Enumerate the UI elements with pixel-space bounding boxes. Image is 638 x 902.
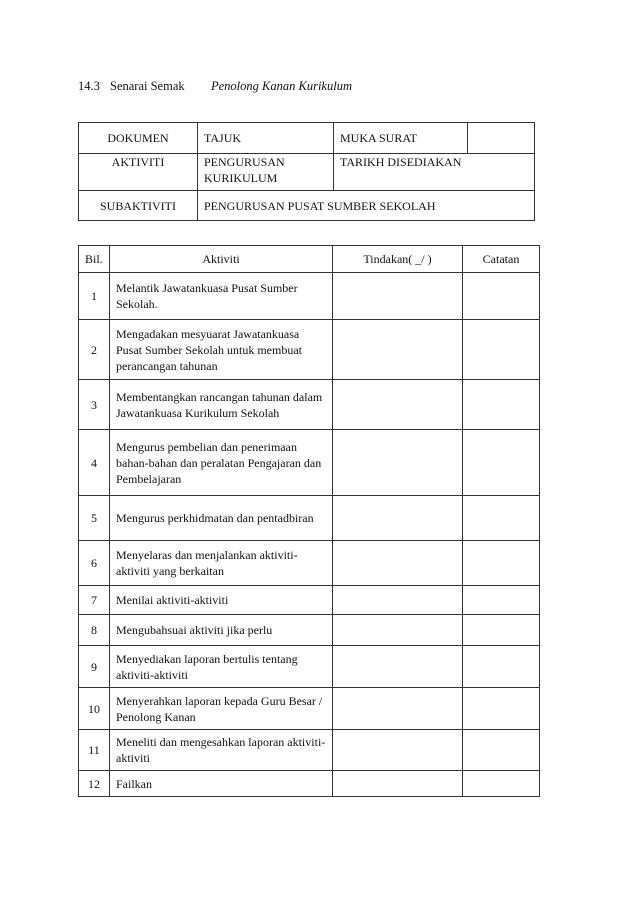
info-cell: TAJUK bbox=[198, 123, 334, 154]
notes-cell[interactable] bbox=[463, 646, 540, 688]
activity-text: Failkan bbox=[110, 771, 333, 797]
action-cell[interactable] bbox=[333, 586, 463, 615]
info-cell: AKTIVITI bbox=[79, 154, 198, 191]
document-info-table bbox=[78, 122, 535, 221]
info-row bbox=[79, 154, 535, 191]
table-row bbox=[79, 586, 540, 615]
row-number: 4 bbox=[79, 430, 110, 496]
row-number: 10 bbox=[79, 688, 110, 730]
table-row bbox=[79, 615, 540, 646]
table-row bbox=[79, 771, 540, 797]
row-number: 6 bbox=[79, 541, 110, 586]
table-row bbox=[79, 380, 540, 430]
notes-cell[interactable] bbox=[463, 688, 540, 730]
activity-text: Mengurus pembelian dan penerimaan bahan-bahan dan peralatan Pengajaran dan Pembelajaran bbox=[110, 430, 333, 496]
info-row bbox=[79, 123, 535, 154]
activity-text: Mengubahsuai aktiviti jika perlu bbox=[110, 615, 333, 646]
info-row bbox=[79, 191, 535, 221]
table-row bbox=[79, 496, 540, 541]
row-number: 12 bbox=[79, 771, 110, 797]
action-cell[interactable] bbox=[333, 380, 463, 430]
activity-text: Menilai aktiviti-aktiviti bbox=[110, 586, 333, 615]
column-header-bil: Bil. bbox=[79, 246, 110, 273]
info-cell: PENGURUSAN KURIKULUM bbox=[198, 154, 334, 191]
notes-cell[interactable] bbox=[463, 380, 540, 430]
section-title: Penolong Kanan Kurikulum bbox=[211, 79, 352, 93]
table-row bbox=[79, 273, 540, 320]
table-row bbox=[79, 430, 540, 496]
action-cell[interactable] bbox=[333, 688, 463, 730]
action-cell[interactable] bbox=[333, 430, 463, 496]
section-number: 14.3 bbox=[78, 79, 100, 93]
info-cell: TARIKH DISEDIAKAN bbox=[334, 154, 535, 191]
row-number: 5 bbox=[79, 496, 110, 541]
row-number: 8 bbox=[79, 615, 110, 646]
section-heading bbox=[78, 79, 352, 94]
notes-cell[interactable] bbox=[463, 615, 540, 646]
column-header-aktiviti: Aktiviti bbox=[110, 246, 333, 273]
notes-cell[interactable] bbox=[463, 496, 540, 541]
activity-text: Meneliti dan mengesahkan laporan aktiviti-aktiviti bbox=[110, 730, 333, 771]
table-row bbox=[79, 320, 540, 380]
info-cell: PENGURUSAN PUSAT SUMBER SEKOLAH bbox=[198, 191, 535, 221]
table-row bbox=[79, 541, 540, 586]
table-row bbox=[79, 730, 540, 771]
action-cell[interactable] bbox=[333, 730, 463, 771]
row-number: 9 bbox=[79, 646, 110, 688]
column-header-tindakan: Tindakan( _/ ) bbox=[333, 246, 463, 273]
action-cell[interactable] bbox=[333, 320, 463, 380]
info-cell bbox=[468, 123, 535, 154]
action-cell[interactable] bbox=[333, 273, 463, 320]
activity-text: Menyediakan laporan bertulis tentang aktiviti-aktiviti bbox=[110, 646, 333, 688]
notes-cell[interactable] bbox=[463, 771, 540, 797]
notes-cell[interactable] bbox=[463, 730, 540, 771]
activity-text: Mengadakan mesyuarat Jawatankuasa Pusat Sumber Sekolah untuk membuat perancangan tahunan bbox=[110, 320, 333, 380]
notes-cell[interactable] bbox=[463, 586, 540, 615]
column-header-catatan: Catatan bbox=[463, 246, 540, 273]
info-cell: DOKUMEN bbox=[79, 123, 198, 154]
notes-cell[interactable] bbox=[463, 320, 540, 380]
action-cell[interactable] bbox=[333, 615, 463, 646]
action-cell[interactable] bbox=[333, 541, 463, 586]
activity-text: Menyelaras dan menjalankan aktiviti-aktiviti yang berkaitan bbox=[110, 541, 333, 586]
info-cell: MUKA SURAT bbox=[334, 123, 468, 154]
row-number: 2 bbox=[79, 320, 110, 380]
notes-cell[interactable] bbox=[463, 430, 540, 496]
action-cell[interactable] bbox=[333, 496, 463, 541]
row-number: 11 bbox=[79, 730, 110, 771]
info-cell: SUBAKTIVITI bbox=[79, 191, 198, 221]
action-cell[interactable] bbox=[333, 646, 463, 688]
activity-text: Membentangkan rancangan tahunan dalam Jawatankuasa Kurikulum Sekolah bbox=[110, 380, 333, 430]
row-number: 3 bbox=[79, 380, 110, 430]
activity-text: Melantik Jawatankuasa Pusat Sumber Sekolah. bbox=[110, 273, 333, 320]
action-cell[interactable] bbox=[333, 771, 463, 797]
table-row bbox=[79, 688, 540, 730]
section-label: Senarai Semak bbox=[110, 79, 185, 93]
row-number: 1 bbox=[79, 273, 110, 320]
table-row bbox=[79, 646, 540, 688]
notes-cell[interactable] bbox=[463, 541, 540, 586]
checklist-table bbox=[78, 245, 540, 797]
checklist-header-row bbox=[79, 246, 540, 273]
activity-text: Mengurus perkhidmatan dan pentadbiran bbox=[110, 496, 333, 541]
notes-cell[interactable] bbox=[463, 273, 540, 320]
activity-text: Menyerahkan laporan kepada Guru Besar / Penolong Kanan bbox=[110, 688, 333, 730]
row-number: 7 bbox=[79, 586, 110, 615]
